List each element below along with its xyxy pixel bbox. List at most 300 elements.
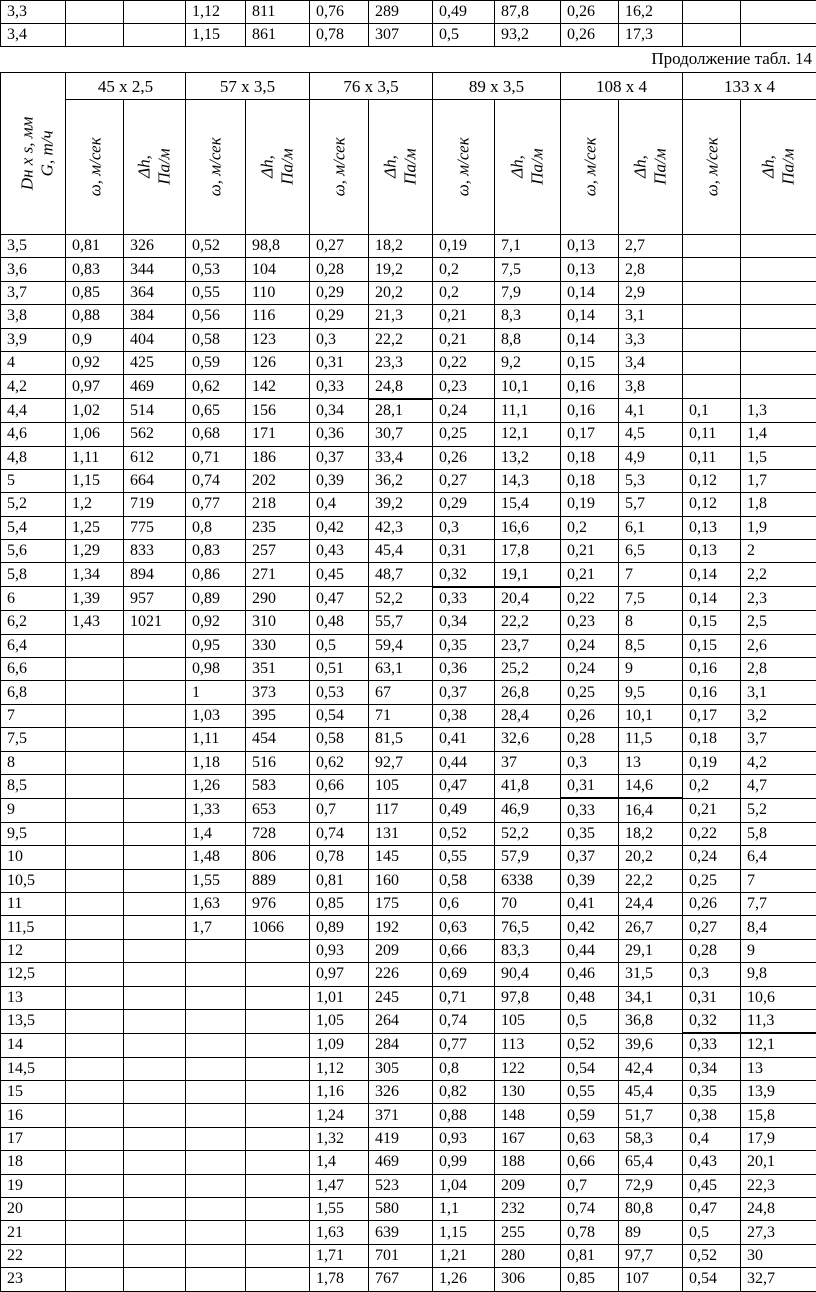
table-cell: 7,1: [495, 235, 561, 258]
table-cell: 0,5: [561, 1009, 619, 1033]
table-cell: 1,33: [186, 798, 246, 822]
table-cell: [124, 963, 186, 986]
table-cell: 653: [246, 798, 310, 822]
table-cell: 1,25: [66, 516, 124, 539]
table-cell: 1,32: [310, 1127, 369, 1150]
flow-rate-cell: 6,8: [1, 681, 66, 704]
table-cell: 0,88: [66, 305, 124, 328]
flow-rate-cell: 3,5: [1, 235, 66, 258]
table-cell: [66, 916, 124, 939]
table-cell: 7,7: [741, 892, 816, 915]
table-cell: 3,7: [741, 728, 816, 751]
flow-rate-cell: 18: [1, 1151, 66, 1174]
table-cell: 0,34: [310, 399, 369, 423]
table-cell: 30: [741, 1244, 816, 1267]
table-cell: 4,1: [619, 399, 683, 423]
table-cell: [124, 634, 186, 657]
table-cell: 0,24: [561, 634, 619, 657]
table-cell: 0,66: [561, 1151, 619, 1174]
table-cell: [186, 986, 246, 1009]
table-cell: 22,2: [495, 611, 561, 634]
table-cell: 52,2: [495, 822, 561, 845]
table-cell: 142: [246, 375, 310, 399]
table-cell: 523: [369, 1174, 433, 1197]
table-cell: 12,1: [741, 1033, 816, 1057]
table-cell: 0,33: [683, 1033, 741, 1057]
table-cell: [124, 751, 186, 774]
table-cell: 9,8: [741, 963, 816, 986]
table-cell: 0,21: [561, 563, 619, 587]
table-cell: 42,4: [619, 1057, 683, 1080]
table-cell: 4,2: [741, 751, 816, 774]
table-cell: 0,3: [683, 963, 741, 986]
table-cell: 81,5: [369, 728, 433, 751]
table-cell: 32,6: [495, 728, 561, 751]
velocity-label: ω, м/сек: [703, 138, 723, 197]
table-cell: [246, 939, 310, 962]
table-cell: 1,15: [186, 24, 246, 47]
table-cell: 89: [619, 1221, 683, 1244]
pressure-header: [246, 100, 310, 235]
table-cell: [186, 1221, 246, 1244]
table-cell: 0,26: [561, 1, 619, 24]
table-cell: [66, 986, 124, 1009]
table-cell: 0,28: [561, 728, 619, 751]
table-cell: 0,18: [561, 469, 619, 492]
table-cell: 1,04: [433, 1174, 495, 1197]
size-header: 76 x 3,5: [310, 73, 433, 100]
table-cell: [186, 1057, 246, 1080]
table-cell: 122: [495, 1057, 561, 1080]
table-cell: [66, 1151, 124, 1174]
table-cell: 811: [246, 1, 310, 24]
table-cell: 1,11: [186, 728, 246, 751]
table-cell: [683, 1, 741, 24]
table-cell: 0,9: [66, 328, 124, 351]
table-cell: 26,7: [619, 916, 683, 939]
table-cell: 0,25: [683, 869, 741, 892]
table-row: [1, 24, 816, 47]
table-row: [1, 281, 816, 304]
table-cell: 22,2: [369, 328, 433, 351]
table-cell: 28,4: [495, 704, 561, 727]
table-cell: [186, 1198, 246, 1221]
table-cell: 116: [246, 305, 310, 328]
table-cell: 0,14: [561, 305, 619, 328]
table-cell: 0,92: [186, 611, 246, 634]
table-row: [1, 963, 816, 986]
table-cell: 0,37: [310, 446, 369, 469]
table-cell: 1021: [124, 611, 186, 634]
table-cell: [683, 328, 741, 351]
table-cell: [186, 1009, 246, 1033]
table-cell: 0,58: [433, 869, 495, 892]
table-cell: 514: [124, 399, 186, 423]
corner-label: Dн x s, мм G, т/ч: [17, 117, 58, 191]
table-cell: 0,23: [561, 611, 619, 634]
table-cell: 0,93: [310, 939, 369, 962]
table-cell: [741, 258, 816, 281]
table-cell: [246, 1081, 310, 1104]
table-cell: [124, 798, 186, 822]
table-row: [1, 634, 816, 657]
flow-rate-cell: 20: [1, 1198, 66, 1221]
table-cell: 4,7: [741, 774, 816, 798]
flow-rate-cell: 5,4: [1, 516, 66, 539]
table-cell: [246, 963, 310, 986]
table-cell: 0,47: [433, 774, 495, 798]
table-cell: 384: [124, 305, 186, 328]
table-cell: 20,4: [495, 587, 561, 611]
pressure-label: Δh, Па/м: [135, 149, 174, 185]
velocity-label: ω, м/сек: [330, 138, 350, 197]
table-cell: 0,58: [310, 728, 369, 751]
table-cell: 24,4: [619, 892, 683, 915]
table-cell: 0,53: [310, 681, 369, 704]
table-cell: 3,8: [619, 375, 683, 399]
flow-rate-cell: 3,9: [1, 328, 66, 351]
table-cell: 20,1: [741, 1151, 816, 1174]
table-cell: 0,2: [561, 516, 619, 539]
table-cell: 1,63: [310, 1221, 369, 1244]
table-row: [1, 774, 816, 798]
table-cell: 0,23: [433, 375, 495, 399]
table-cell: 1,34: [66, 563, 124, 587]
table-cell: 0,15: [683, 634, 741, 657]
table-cell: 4,5: [619, 423, 683, 446]
table-cell: 8,8: [495, 328, 561, 351]
table-cell: 0,63: [433, 916, 495, 939]
table-cell: 0,76: [310, 1, 369, 24]
table-cell: 1: [186, 681, 246, 704]
table-cell: 271: [246, 563, 310, 587]
table-cell: 70: [495, 892, 561, 915]
table-cell: 30,7: [369, 423, 433, 446]
table-cell: 171: [246, 423, 310, 446]
table-cell: 235: [246, 516, 310, 539]
table-cell: 13: [741, 1057, 816, 1080]
table-row: [1, 493, 816, 516]
table-cell: 10,1: [495, 375, 561, 399]
table-cell: 80,8: [619, 1198, 683, 1221]
table-cell: 1,71: [310, 1244, 369, 1267]
table-cell: 1,06: [66, 423, 124, 446]
table-cell: 0,2: [433, 281, 495, 304]
table-cell: 1,47: [310, 1174, 369, 1197]
table-cell: 0,54: [683, 1268, 741, 1291]
table-cell: 0,43: [310, 540, 369, 563]
table-cell: 307: [369, 24, 433, 47]
table-cell: 310: [246, 611, 310, 634]
table-cell: 364: [124, 281, 186, 304]
table-cell: 806: [246, 846, 310, 869]
table-cell: 186: [246, 446, 310, 469]
table-row: [1, 916, 816, 939]
table-cell: 664: [124, 469, 186, 492]
table-cell: 0,45: [683, 1174, 741, 1197]
table-cell: 0,68: [186, 423, 246, 446]
table-row: [1, 1104, 816, 1127]
flow-rate-cell: 6,4: [1, 634, 66, 657]
flow-rate-cell: 6: [1, 587, 66, 611]
table-cell: 0,21: [433, 305, 495, 328]
table-row: [1, 423, 816, 446]
table-cell: 0,55: [186, 281, 246, 304]
velocity-header: [561, 100, 619, 235]
table-cell: [186, 939, 246, 962]
table-cell: 14,3: [495, 469, 561, 492]
table-cell: 130: [495, 1081, 561, 1104]
table-cell: [66, 1033, 124, 1057]
table-cell: 0,11: [683, 423, 741, 446]
table-cell: 105: [495, 1009, 561, 1033]
table-cell: 0,2: [433, 258, 495, 281]
table-cell: 33,4: [369, 446, 433, 469]
table-cell: 192: [369, 916, 433, 939]
top-table: [0, 0, 816, 47]
table-cell: 0,88: [433, 1104, 495, 1127]
table-cell: 8,5: [619, 634, 683, 657]
table-cell: 5,2: [741, 798, 816, 822]
table-cell: 3,4: [1, 24, 66, 47]
table-cell: 29,1: [619, 939, 683, 962]
table-row: [1, 351, 816, 374]
table-cell: 24,8: [741, 1198, 816, 1221]
table-cell: [66, 1268, 124, 1291]
size-header: 89 x 3,5: [433, 73, 561, 100]
table-cell: 0,8: [433, 1057, 495, 1080]
table-row: [1, 1268, 816, 1291]
table-cell: [66, 1081, 124, 1104]
table-cell: 562: [124, 423, 186, 446]
table-cell: [66, 1009, 124, 1033]
table-cell: 419: [369, 1127, 433, 1150]
table-cell: 0,3: [433, 516, 495, 539]
table-cell: 1,12: [310, 1057, 369, 1080]
table-row: [1, 658, 816, 681]
header-size-row: [1, 73, 816, 100]
table-cell: 45,4: [619, 1081, 683, 1104]
table-cell: [246, 1198, 310, 1221]
table-cell: [66, 1127, 124, 1150]
table-cell: 145: [369, 846, 433, 869]
table-cell: 0,21: [561, 540, 619, 563]
table-cell: 10,1: [619, 704, 683, 727]
table-cell: 0,17: [683, 704, 741, 727]
table-cell: 0,62: [310, 751, 369, 774]
table-cell: 1,26: [186, 774, 246, 798]
table-cell: 17,8: [495, 540, 561, 563]
table-cell: 0,52: [433, 822, 495, 845]
table-row: [1, 1033, 816, 1057]
table-row: [1, 258, 816, 281]
table-cell: 27,3: [741, 1221, 816, 1244]
table-cell: [124, 1033, 186, 1057]
table-caption: Продолжение табл. 14: [651, 49, 812, 69]
table-cell: [741, 1, 816, 24]
table-cell: [683, 305, 741, 328]
table-cell: 0,69: [433, 963, 495, 986]
table-cell: 0,74: [561, 1198, 619, 1221]
table-cell: 1066: [246, 916, 310, 939]
table-cell: 371: [369, 1104, 433, 1127]
table-cell: 0,14: [683, 563, 741, 587]
flow-rate-cell: 4,4: [1, 399, 66, 423]
table-cell: 3,1: [741, 681, 816, 704]
table-cell: [66, 846, 124, 869]
table-cell: 0,16: [561, 375, 619, 399]
table-cell: 156: [246, 399, 310, 423]
table-row: [1, 611, 816, 634]
table-cell: 1,7: [741, 469, 816, 492]
table-row: [1, 446, 816, 469]
table-cell: [683, 258, 741, 281]
table-cell: 0,71: [433, 986, 495, 1009]
table-cell: [741, 24, 816, 47]
flow-rate-cell: 8,5: [1, 774, 66, 798]
size-header: 45 x 2,5: [66, 73, 186, 100]
table-cell: 117: [369, 798, 433, 822]
table-cell: 0,74: [310, 822, 369, 845]
table-cell: [186, 1244, 246, 1267]
table-row: [1, 1127, 816, 1150]
pressure-label: Δh, Па/м: [631, 149, 670, 185]
table-cell: 0,78: [310, 846, 369, 869]
table-cell: 0,59: [561, 1104, 619, 1127]
table-cell: 0,55: [561, 1081, 619, 1104]
table-cell: [186, 1151, 246, 1174]
table-cell: 22,3: [741, 1174, 816, 1197]
table-cell: 0,44: [561, 939, 619, 962]
table-cell: 104: [246, 258, 310, 281]
table-cell: 11,5: [619, 728, 683, 751]
table-cell: 39,6: [619, 1033, 683, 1057]
table-cell: 775: [124, 516, 186, 539]
pressure-label: Δh, Па/м: [258, 149, 297, 185]
table-cell: 7,5: [619, 587, 683, 611]
table-cell: 612: [124, 446, 186, 469]
table-cell: 0,47: [310, 587, 369, 611]
table-cell: 14,6: [619, 774, 683, 798]
table-cell: [124, 1244, 186, 1267]
table-cell: [246, 1127, 310, 1150]
table-cell: 0,31: [683, 986, 741, 1009]
flow-rate-cell: 9,5: [1, 822, 66, 845]
flow-rate-cell: 12,5: [1, 963, 66, 986]
table-cell: 1,4: [741, 423, 816, 446]
table-cell: [246, 1009, 310, 1033]
table-cell: 1,15: [433, 1221, 495, 1244]
table-cell: 13: [619, 751, 683, 774]
table-cell: 0,93: [433, 1127, 495, 1150]
table-cell: 1,2: [66, 493, 124, 516]
table-row: [1, 587, 816, 611]
table-cell: [186, 1127, 246, 1150]
table-row: [1, 1198, 816, 1221]
table-cell: 0,98: [186, 658, 246, 681]
table-row: [1, 1081, 816, 1104]
table-cell: 330: [246, 634, 310, 657]
table-cell: 2,3: [741, 587, 816, 611]
table-cell: 0,7: [310, 798, 369, 822]
table-cell: 87,8: [495, 1, 561, 24]
flow-rate-cell: 14: [1, 1033, 66, 1057]
table-cell: [66, 892, 124, 915]
table-cell: 41,8: [495, 774, 561, 798]
table-cell: 1,24: [310, 1104, 369, 1127]
table-cell: [186, 1268, 246, 1291]
table-row: [1, 728, 816, 751]
table-cell: 20,2: [369, 281, 433, 304]
table-cell: 8,4: [741, 916, 816, 939]
table-cell: 0,21: [433, 328, 495, 351]
table-cell: 701: [369, 1244, 433, 1267]
table-cell: [124, 892, 186, 915]
flow-rate-cell: 11: [1, 892, 66, 915]
table-cell: 1,39: [66, 587, 124, 611]
table-cell: 18,2: [369, 235, 433, 258]
table-cell: 0,97: [310, 963, 369, 986]
flow-rate-cell: 4,2: [1, 375, 66, 399]
table-cell: [66, 728, 124, 751]
table-cell: 0,13: [683, 516, 741, 539]
table-cell: 290: [246, 587, 310, 611]
table-cell: 97,7: [619, 1244, 683, 1267]
table-cell: [124, 1151, 186, 1174]
table-cell: [246, 1244, 310, 1267]
table-cell: 1,48: [186, 846, 246, 869]
table-cell: 0,28: [683, 939, 741, 962]
table-cell: 0,63: [561, 1127, 619, 1150]
table-cell: 245: [369, 986, 433, 1009]
table-cell: 36,8: [619, 1009, 683, 1033]
table-cell: 7: [741, 869, 816, 892]
table-cell: 0,32: [433, 563, 495, 587]
table-cell: [124, 1, 186, 24]
table-cell: 0,39: [561, 869, 619, 892]
table-cell: [186, 1081, 246, 1104]
table-cell: 1,02: [66, 399, 124, 423]
table-cell: 0,19: [561, 493, 619, 516]
table-cell: [246, 1268, 310, 1291]
table-row: [1, 798, 816, 822]
table-cell: 0,25: [561, 681, 619, 704]
flow-rate-cell: 21: [1, 1221, 66, 1244]
table-cell: 15,4: [495, 493, 561, 516]
table-cell: [124, 1057, 186, 1080]
table-cell: 131: [369, 822, 433, 845]
table-cell: 13,9: [741, 1081, 816, 1104]
table-cell: [124, 869, 186, 892]
table-cell: 1,1: [433, 1198, 495, 1221]
flow-rate-cell: 4,6: [1, 423, 66, 446]
table-cell: [66, 24, 124, 47]
flow-rate-cell: 13,5: [1, 1009, 66, 1033]
pressure-header: [124, 100, 186, 235]
velocity-label: ω, м/сек: [454, 138, 474, 197]
table-cell: [66, 869, 124, 892]
table-cell: 1,26: [433, 1268, 495, 1291]
table-cell: 0,85: [310, 892, 369, 915]
flow-rate-cell: 5: [1, 469, 66, 492]
table-cell: 72,9: [619, 1174, 683, 1197]
table-cell: 0,89: [186, 587, 246, 611]
table-cell: 0,3: [310, 328, 369, 351]
table-cell: 0,77: [186, 493, 246, 516]
table-cell: 167: [495, 1127, 561, 1150]
table-cell: 0,14: [561, 281, 619, 304]
table-cell: 2,8: [741, 658, 816, 681]
